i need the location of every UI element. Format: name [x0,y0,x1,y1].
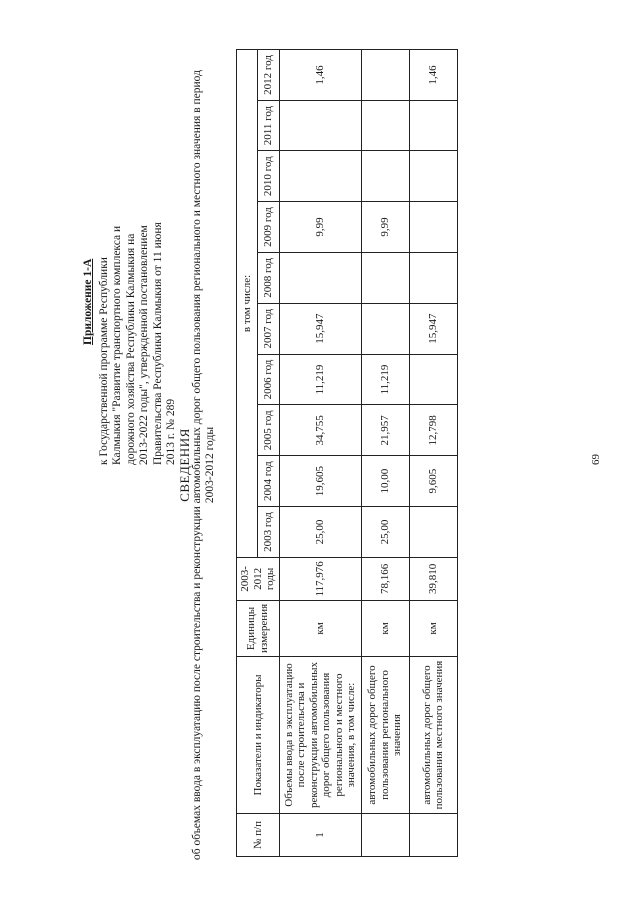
header-total: 2003-2012 годы [237,557,280,600]
row-value [361,303,409,354]
row-unit: км [279,600,361,656]
appendix-line: 2013-2022 годы", утвержденной постановлением [138,225,150,465]
title-main: СВЕДЕНИЯ [177,428,192,502]
row-value [361,252,409,303]
appendix-line: дорожного хозяйства Республики Калмыкия на [124,233,137,465]
row-value: 9,605 [409,456,457,507]
header-year: 2009 год [258,202,279,253]
row-value [279,100,361,150]
row-value [409,202,457,253]
row-value [409,507,457,558]
appendix-line: 2013 г. № 289 [165,398,177,465]
header-unit: Единицы измерения [237,600,280,656]
row-value: 19,605 [279,456,361,507]
header-year: 2007 год [258,303,279,354]
header-year: 2008 год [258,252,279,303]
page-number: 69 [590,454,602,465]
header-no: № п/п [237,814,280,857]
row-value [279,151,361,202]
row-number [361,814,409,857]
row-value: 21,957 [361,405,409,456]
table-row [279,50,361,857]
row-unit: км [361,600,409,656]
row-value: 10,00 [361,456,409,507]
appendix-reference [82,105,179,465]
row-value: 11,219 [279,354,361,405]
header-year: 2006 год [258,354,279,405]
header-year: 2003 год [258,507,279,558]
row-number: 1 [279,814,361,857]
row-indicator: автомобильных дорог общего пользования местного значения [409,657,457,814]
row-value: 15,947 [279,303,361,354]
row-total: 39,810 [409,557,457,600]
row-indicator: автомобильных дорог общего пользования регионального значения [361,657,409,814]
table-row [361,50,409,857]
title-line-1: об объемах ввода в эксплуатацию после строительства и реконструкции автомобильных дорог общего пользования регионального и местного значения в период [191,70,203,860]
header-indicators: Показатели и индикаторы [237,657,280,814]
data-table [236,49,458,857]
row-value: 1,46 [409,50,457,101]
row-indicator: Объемы ввода в эксплуатацию после строительства и реконструкции автомобильных дорог общего пользования регионального и местного значения, в том числе: [279,657,361,814]
row-total: 78,166 [361,557,409,600]
row-unit: км [409,600,457,656]
header-row [237,50,258,857]
title-line-2: 2003-2012 годы [204,426,216,504]
header-year: 2010 год [258,151,279,202]
table-row [409,50,457,857]
row-value [409,354,457,405]
appendix-line: Правительства Республики Калмыкия от 11 июня [151,222,164,465]
document-title [178,65,217,865]
appendix-line: к Государственной программе Республики [97,257,110,465]
appendix-heading: Приложение 1-А [82,258,94,345]
header-year: 2004 год [258,456,279,507]
row-value: 25,00 [361,507,409,558]
row-value: 34,755 [279,405,361,456]
row-value: 9,99 [279,202,361,253]
header-year: 2011 год [258,100,279,150]
row-value [409,100,457,150]
row-value [361,50,409,101]
row-value [409,252,457,303]
row-value [361,151,409,202]
header-including: в том числе: [237,50,258,558]
row-value [409,151,457,202]
row-number [409,814,457,857]
header-year: 2012 год [258,50,279,101]
row-value [279,252,361,303]
row-value: 1,46 [279,50,361,101]
row-value: 15,947 [409,303,457,354]
row-value: 11,219 [361,354,409,405]
row-total: 117,976 [279,557,361,600]
row-value: 12,798 [409,405,457,456]
row-value: 9,99 [361,202,409,253]
row-value [361,100,409,150]
appendix-line: Калмыкия "Развитие транспортного комплекса и [111,225,123,465]
row-value: 25,00 [279,507,361,558]
header-year: 2005 год [258,405,279,456]
